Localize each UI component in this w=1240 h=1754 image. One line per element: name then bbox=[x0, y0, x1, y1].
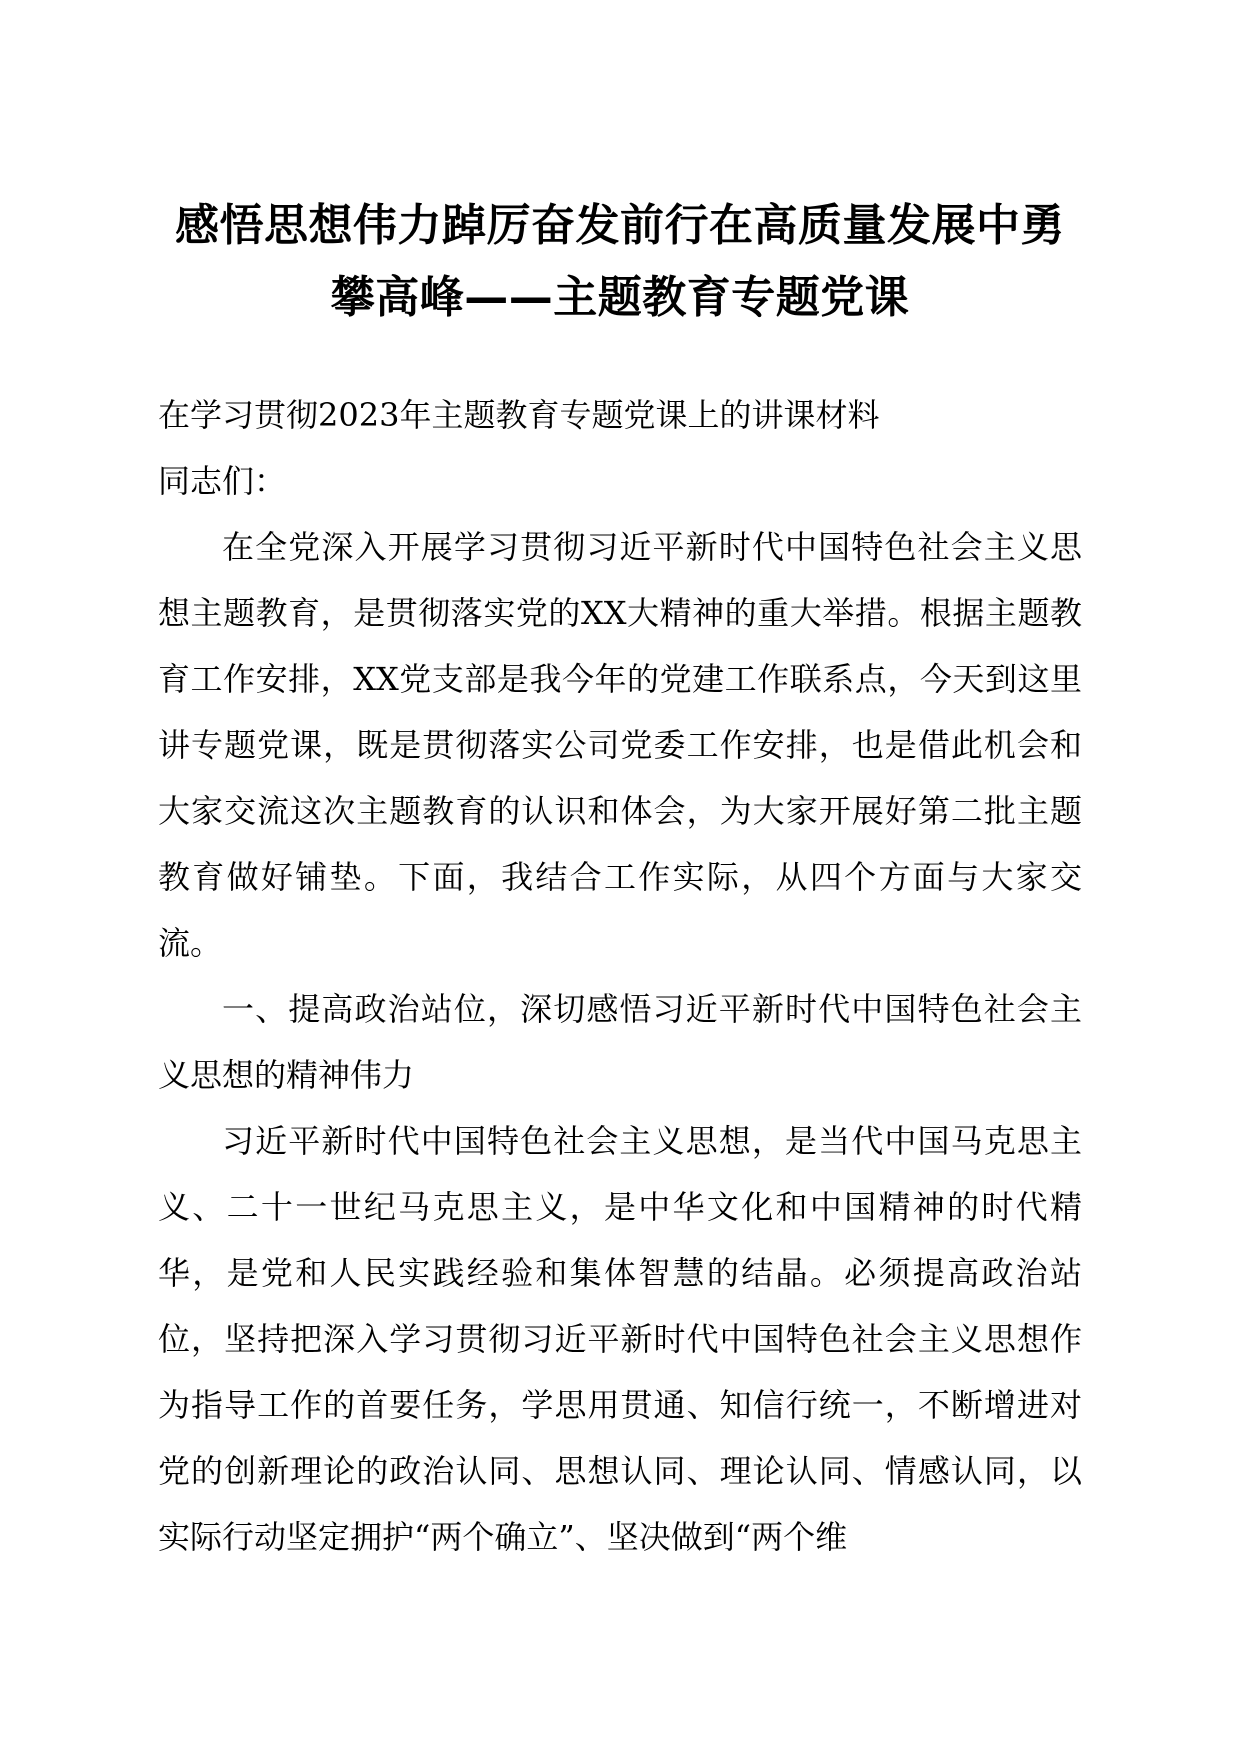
document-title bbox=[150, 190, 1090, 334]
title-line-2: 攀高峰——主题教育专题党课 bbox=[330, 272, 910, 323]
subtitle: 在学习贯彻2023年主题教育专题党课上的讲课材料 bbox=[158, 396, 880, 434]
salutation: 同志们： bbox=[158, 462, 287, 500]
document-body bbox=[158, 382, 1082, 1570]
title-line-1: 感悟思想伟力踔厉奋发前行在高质量发展中勇 bbox=[175, 200, 1065, 251]
paragraph-intro: 在全党深入开展学习贯彻习近平新时代中国特色社会主义思想主题教育，是贯彻落实党的XX大精神的重大举措。根据主题教育工作安排，XX党支部是我今年的党建工作联系点，今天到这里讲专题党课，既是贯彻落实公司党委工作安排，也是借此机会和大家交流这次主题教育的认识和体会，为大家开展好第二批主题教育做好铺垫。下面，我结合工作实际，从四个方面与大家交流。 bbox=[158, 528, 1082, 962]
paragraph-section-1: 习近平新时代中国特色社会主义思想，是当代中国马克思主义、二十一世纪马克思主义，是中华文化和中国精神的时代精华，是党和人民实践经验和集体智慧的结晶。必须提高政治站位，坚持把深入学习贯彻习近平新时代中国特色社会主义思想作为指导工作的首要任务，学思用贯通、知信行统一，不断增进对党的创新理论的政治认同、思想认同、理论认同、情感认同，以实际行动坚定拥护“两个确立”、坚决做到“两个维 bbox=[158, 1122, 1082, 1556]
section-heading-1: 一、提高政治站位，深切感悟习近平新时代中国特色社会主义思想的精神伟力 bbox=[158, 990, 1082, 1094]
